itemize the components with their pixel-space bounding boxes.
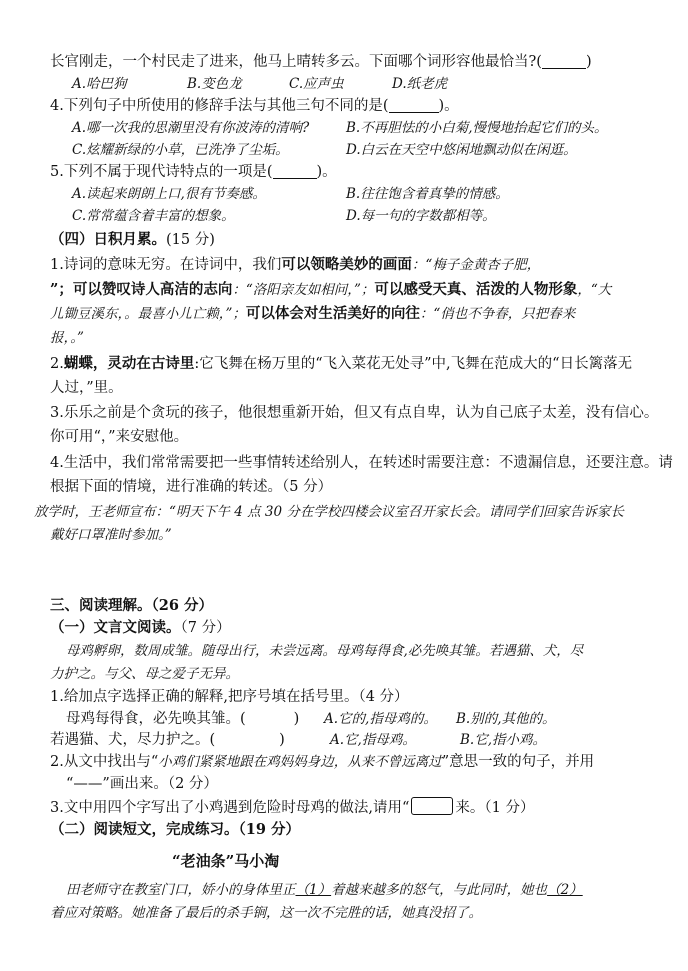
bold-text: 可以体会对生活美好的向往 — [245, 305, 420, 322]
fill-blank-2[interactable]: （2） — [547, 882, 583, 898]
q3-stem-end: ) — [585, 54, 592, 70]
q5-option-a: A.读起来朗朗上口,很有节奏感。 — [72, 186, 266, 202]
q4-option-d: D.白云在天空中悠闲地飘动似在闲逛。 — [346, 142, 577, 158]
q1b-text: 若遇猫、犬，尽力护之。( — [50, 732, 216, 748]
poem-text: ：“洛阳亲友如相问，”； — [232, 282, 375, 298]
q1a-option-b: B.别的,其他的。 — [456, 711, 556, 727]
text: 3.文中用四个字写出了小鸡遇到危险时母鸡的做法,请用“ — [50, 800, 410, 816]
dash-symbol: “——” — [66, 776, 110, 792]
q4-option-b: B.不再胆怯的小白菊,慢慢地抬起它们的头。 — [346, 120, 608, 136]
part3-title: 三、阅读理解。（26 分） — [50, 597, 213, 614]
s4-item1-line2 — [50, 280, 611, 300]
s4-item4-quote-line1: 放学时，王老师宣布：“明天下午 4 点 30 分在学校四楼会议室召开家长会。请同学们回家告诉家长 — [34, 504, 624, 520]
bold-text: 可以赞叹诗人高洁的志向 — [72, 281, 233, 298]
answer-blank[interactable] — [389, 96, 439, 113]
bold-text: 可以感受天真、活泼的人物形象 — [374, 281, 578, 298]
poem-text: ：“俏也不争春，只把春来 — [419, 306, 576, 322]
q4-stem — [50, 96, 459, 116]
poem-text: ：“梅子金黄杏子肥， — [411, 257, 541, 273]
q5-option-b: B.往往饱含着真挚的情感。 — [346, 186, 509, 202]
q3-option-a: A.哈巴狗 — [72, 76, 127, 92]
s4-item4-quote-line2: 戴好口罩准时参加。” — [50, 527, 172, 543]
q1a-text: 母鸡每得食，必先唤其雏。( — [66, 711, 246, 727]
s4-item1-line4: 报，。” — [50, 330, 84, 346]
text: 2.从文中找出与“ — [50, 754, 159, 770]
q1a-option-a: A.它的,指母鸡的。 — [324, 711, 437, 727]
q5-stem-text: 5.下列不属于现代诗特点的一项是( — [50, 164, 273, 180]
sub1-score: （7 分） — [180, 620, 231, 636]
q1b-option-b: B.它,指小鸡。 — [460, 732, 547, 748]
s4-item4-line1: 4.生活中，我们常常需要把一些事情转述给别人，在转述时需要注意：不遗漏信息，还要注意。请 — [50, 455, 673, 471]
s4-item2-line1 — [50, 354, 632, 374]
s4-item1-line3 — [50, 304, 575, 324]
text: 1.诗词的意味无穷。在诗词中，我们 — [50, 257, 282, 273]
q1b-option-a: A.它,指母鸡。 — [330, 732, 416, 748]
section4-title: （四）日积月累。 — [50, 231, 166, 248]
text: 2. — [50, 356, 64, 372]
text: ”； — [50, 281, 73, 298]
q3-option-d: D.纸老虎 — [392, 76, 448, 92]
answer-box[interactable] — [411, 797, 453, 815]
bold-text: 蝴蝶，灵动在古诗里 — [63, 355, 195, 372]
text: :它飞舞在杨万里的“飞入菜花无处寻”中,飞舞在范成大的“日长篱落无 — [194, 356, 633, 372]
q2-line1 — [50, 752, 594, 772]
q3-stem-text: 长官刚走，一个村民走了进来，他马上晴转多云。下面哪个词形容他最恰当?( — [50, 54, 542, 70]
quote-text: 小鸡们紧紧地跟在鸡妈妈身边，从来不曾远离过 — [158, 754, 442, 770]
answer-blank[interactable] — [246, 710, 294, 726]
answer-blank[interactable] — [542, 52, 586, 69]
q1a-line — [66, 709, 299, 729]
s4-item3-line1: 3.乐乐之前是个贪玩的孩子，他很想重新开始，但又有点自卑，认为自己底子太差，没有信心。 — [50, 405, 659, 421]
q3-stem — [50, 52, 592, 72]
q4-stem-end: )。 — [438, 98, 459, 114]
poem-text: ，“大 — [577, 282, 612, 298]
sub1-title: （一）文言文阅读。 — [50, 619, 181, 636]
s4-item4-line2: 根据下面的情境，进行准确的转述。（5 分） — [50, 479, 333, 495]
q1-stem: 1.给加点字选择正确的解释,把序号填在括号里。（4 分） — [50, 689, 409, 705]
s4-item1-line1 — [50, 255, 540, 275]
q1b-line — [50, 730, 285, 750]
s4-item2-line2: 人过，”里。 — [50, 380, 123, 396]
sub2-title: （二）阅读短文，完成练习。（19 分） — [50, 821, 300, 838]
bold-text: 可以领略美妙的画面 — [281, 256, 412, 273]
q4-option-c: C.炫耀新绿的小草，已洗净了尘垢。 — [72, 142, 289, 158]
classical-passage-line1: 母鸡孵卵，数周成雏。随母出行，未尝远离。母鸡每得食,必先唤其雏。若遇猫、犬，尽 — [66, 643, 584, 659]
q5-option-c: C.常常蕴含着丰富的想象。 — [72, 208, 235, 224]
poem-text: 儿锄豆溪东，。最喜小儿亡赖，”； — [50, 306, 246, 322]
q4-option-a: A.哪一次我的思潮里没有你波涛的清响? — [72, 120, 310, 136]
answer-blank[interactable] — [273, 162, 317, 179]
q2-line2 — [66, 774, 218, 794]
q5-option-d: D.每一句的字数都相等。 — [346, 208, 496, 224]
story-line2: 着应对策略。她准备了最后的杀手锏，这一次不完胜的话，她真没招了。 — [50, 905, 482, 921]
q1b-close: ) — [279, 732, 285, 748]
fill-blank-1[interactable]: （1） — [295, 882, 332, 898]
section4-heading — [50, 230, 215, 250]
q1a-close: ) — [293, 711, 300, 727]
q5-stem-end: )。 — [316, 164, 337, 180]
story-title: “老油条”马小淘 — [172, 852, 280, 870]
text: 着越来越多的怒气，与此同时，她也 — [331, 882, 548, 898]
text: ”意思一致的句子，并用 — [441, 754, 595, 770]
q4-stem-text: 4.下列句子中所使用的修辞手法与其他三句不同的是( — [50, 98, 389, 114]
text: 来。（1 分） — [455, 800, 535, 816]
section4-score: (15 分) — [166, 232, 215, 248]
sub1-heading — [50, 618, 231, 638]
q3-option-b: B.变色龙 — [187, 76, 242, 92]
text: 田老师守在教室门口，娇小的身体里正 — [66, 882, 296, 898]
q3-line — [50, 797, 534, 818]
story-line1 — [66, 880, 583, 900]
q5-stem — [50, 162, 337, 182]
answer-blank[interactable] — [215, 731, 279, 747]
q3-option-c: C.应声虫 — [289, 76, 344, 92]
text: 画出来。（2 分） — [109, 776, 218, 792]
s4-item3-line2: 你可用“，”来安慰他。 — [50, 429, 189, 445]
classical-passage-line2: 力护之。与父、母之爱子无异。 — [50, 666, 239, 682]
